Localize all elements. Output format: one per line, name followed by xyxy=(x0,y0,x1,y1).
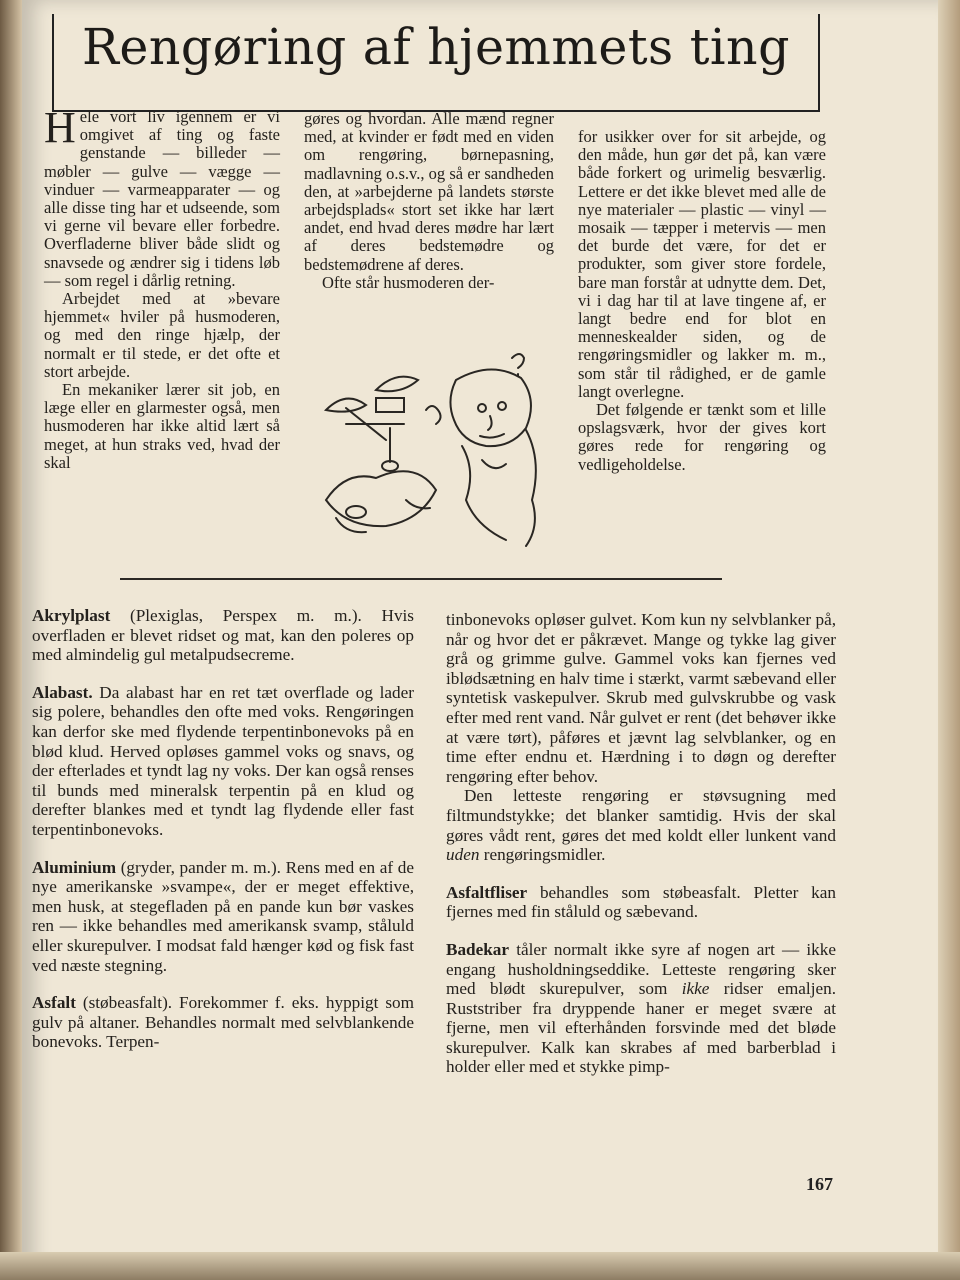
drop-cap: H xyxy=(44,103,76,152)
entry-continuation: Den letteste rengøring er støvsugning med filtmundstykke; det blanker samtidig. Hvis der skal gøres vådt rent, gøres det med koldt eller lunkent vand uden rengøringsmidler. xyxy=(446,786,836,865)
entry-headword: Alabast. xyxy=(32,682,93,702)
intro-column-2 xyxy=(304,110,554,292)
dictionary-entry xyxy=(446,883,836,922)
entry-headword: Asfalt xyxy=(32,993,76,1013)
dictionary-entry xyxy=(32,993,414,1052)
intro-paragraph: gøres og hvordan. Alle mænd regner med, at kvinder er født med en viden om rengøring, børnepasning, madlavning o.s.v., og så er sandheden den, at »arbejderne på landets største arbejdsplads« stort set ikke har lært andet, end hvad deres mødre har lært af deres bedstemødre og bedstemødrene af deres. xyxy=(304,109,554,274)
dictionary-column-left xyxy=(32,606,414,1052)
page-number: 167 xyxy=(806,1174,833,1194)
dictionary-column-right xyxy=(446,610,836,1077)
intro-column-3 xyxy=(578,128,826,474)
section-divider xyxy=(120,578,722,580)
entry-text: Da alabast har en ret tæt overflade og lader sig polere, behandles den ofte med voks. Rengøringen kan derfor ske med flydende terpentinbonevoks på en blød klud. Herved opløses gammel voks og snavs, og der efterlades et tyndt lag ny voks. Der kan også renses til bunds med mineralsk terpentin på en klud og derefter blankes med et tyndt lag flydende eller fast terpentinbonevoks. xyxy=(32,682,414,839)
entry-headword: Asfaltfliser xyxy=(446,882,528,902)
entry-headword: Aluminium xyxy=(32,857,117,877)
entry-continuation: tinbonevoks opløser gulvet. Kom kun ny selvblanker på, når og hvor det er påkrævet. Mange og tykke lag giver grå og grimme gulve. Gammel voks kan fjernes ved iblødsætning en halv time i stærkt, varmt sæbevand eller syntetisk vaskepulver. Skrub med gulvskrubbe og vask efter med rent vand. Når gulvet er rent (det behøver ikke at være tørt), påføres et jævnt lag selvblanker, og en time efter endnu et. Hærdning i to døgn og derefter rengøring efter behov. xyxy=(446,610,836,786)
intro-paragraph: Ofte står husmoderen der- xyxy=(322,272,495,292)
entry-text: (gryder, pander m. m.). Rens med en af de nye amerikanske »svampe«, der er meget effektive, men husk, at stegefladen på en pande kun bør vaskes ren — ikke behandles med amerikansk svamp, ståluld eller skurepulver. I modsat fald hænger kød og fisk fast ved næste stegning. xyxy=(32,857,414,975)
intro-paragraph: Det følgende er tænkt som et lille opslagsværk, hvor der gives kort gøres rede for rengøring og vedligeholdelse. xyxy=(578,400,826,474)
page-bottom-edge xyxy=(0,1252,960,1280)
intro-column-1 xyxy=(44,103,280,472)
dictionary-entry xyxy=(32,606,414,665)
dictionary-entry xyxy=(32,683,414,840)
page-title: Rengøring af hjemmets ting xyxy=(82,18,790,76)
entry-text: (Plexiglas, Perspex m. m.). Hvis overfladen er blevet ridset og mat, kan den poleres op med almindelig gul metalpudsecreme. xyxy=(32,606,414,665)
intro-paragraph: Arbejdet med at »bevare hjemmet« hviler på husmoderen, og med den ringe hjælp, der normalt er til stede, er det ofte et stort arbejde. xyxy=(44,289,280,381)
dictionary-entry xyxy=(32,858,414,976)
dictionary-entry: Badekar tåler normalt ikke syre af nogen art — ikke engang husholdningseddike. Letteste rengøring sker med blødt skurepulver, som ikke ridser emaljen. Ruststriber fra dryppende haner er meget svære at fjerne, men vil efterhånden forsvinde med det bløde skurepulver. Kalk kan skrabes af med barberblad i holder eller med et stykke pimp- xyxy=(446,939,836,1077)
entry-headword: Badekar xyxy=(446,939,510,959)
entry-text: (støbeasfalt). Forekommer f. eks. hyppigt som gulv på altaner. Behandles normalt med selvblankende bonevoks. Terpen- xyxy=(32,993,414,1052)
intro-paragraph: ele vort liv igennem er vi omgivet af ting og faste genstande — billeder — møbler — gulve — vægge — vinduer — varmeapparater — og alle disse ting har et udseende, som vi gerne vil bevare eller forbedre. Overfladerne bliver både slidt og snavsede og ændrer sig i tidens løb — som regel i dårlig retning. xyxy=(44,107,280,290)
intro-paragraph: for usikker over for sit arbejde, og den måde, hun gør det på, kan være både forkert og urimelig besværlig. Lettere er det ikke blevet med alle de nye materialer — plastic — vinyl — mosaik — tæpper i metervis — men det burde det være, for det er produkter, som giver store fordele, bare man forstår at udnytte dem. Det, vi i dag har til at lave tingene af, er langt bedre end for blot en menneskealder siden, og de rengøringsmidler og lakker m. m., som står til rådighed, er de gamle langt overlegne. xyxy=(578,127,826,401)
page-edge xyxy=(938,0,960,1280)
housewife-illustration xyxy=(306,350,556,548)
intro-paragraph: En mekaniker lærer sit job, en læge eller en glarmester også, men husmoderen har ikke altid lært så meget, at hun straks ved, hvad der skal xyxy=(44,380,280,472)
entry-text: behandles som støbeasfalt. Pletter kan fjernes med fin ståluld og sæbevand. xyxy=(446,882,836,922)
entry-headword: Akrylplast xyxy=(32,606,111,625)
